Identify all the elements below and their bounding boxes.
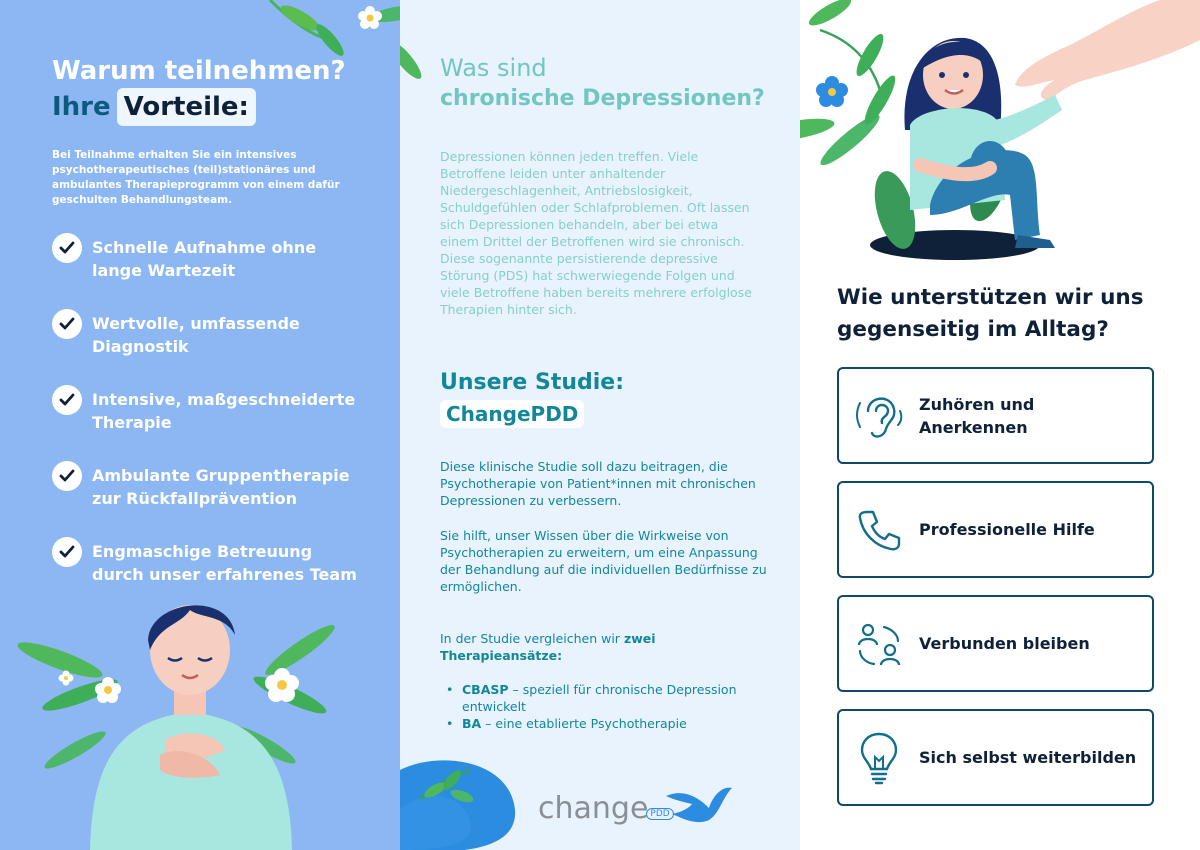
benefits-panel xyxy=(0,0,400,850)
card-line2: Anerkennen xyxy=(919,417,1028,437)
bird-icon xyxy=(664,778,734,828)
depression-description: Depressionen können jeden treffen. Viele Betroffene leiden unter anhaltender Niedergeschlagenheit, Antriebslosigkeit, Schuldgefühlen oder Schlafproblemen. Oft lassen sich Depressionen behandeln, aber bei etwa einem Drittel der Betroffenen wird sie chronisch. Diese sogenannte persistierende depressive Störung (PDS) hat schwerwiegende Folgen und viele Betroffene haben bereits mehrere erfolglose Therapien hinter sich. xyxy=(440,149,752,317)
check-icon xyxy=(52,461,82,491)
support-panel xyxy=(800,0,1200,850)
card-line1: Sich selbst weiterbilden xyxy=(919,748,1137,767)
advantage-item xyxy=(52,312,372,358)
check-icon xyxy=(52,233,82,263)
ear-icon xyxy=(839,389,919,443)
approach-item xyxy=(446,715,766,732)
girl-reaching-hand-illustration xyxy=(800,0,1200,270)
study-goal-text: Diese klinische Studie soll dazu beitragen, die Psychotherapie von Patient*innen mit chronischen Depressionen zu verbessern. xyxy=(440,459,756,508)
approach-name: CBASP xyxy=(462,682,509,697)
advantage-line1: Intensive, maßgeschneiderte xyxy=(92,390,356,409)
title-why: Warum teilnehmen? xyxy=(52,56,346,86)
advantage-item xyxy=(52,388,372,434)
support-card-help xyxy=(837,481,1154,578)
check-icon xyxy=(52,537,82,567)
advantage-item xyxy=(52,464,372,510)
advantage-line1: Ambulante Gruppentherapie xyxy=(92,466,350,485)
approach-item xyxy=(446,681,766,715)
card-line1: Zuhören und xyxy=(919,394,1035,414)
advantage-line1: Schnelle Aufnahme ohne xyxy=(92,238,317,257)
study-name: ChangePDD xyxy=(440,400,584,428)
intro-text: Bei Teilnahme erhalten Sie ein intensives psychotherapeutisches (teil)stationäres und ambulantes Therapieprogramm von einem dafür geschulten Behandlungsteam. xyxy=(52,149,340,206)
support-card-learn xyxy=(837,709,1154,806)
compare-prefix: In der Studie vergleichen wir xyxy=(440,631,620,646)
blob-decoration xyxy=(400,750,530,850)
support-card-listen xyxy=(837,367,1154,464)
study-compare-text xyxy=(440,630,700,664)
advantage-line2: Diagnostik xyxy=(92,337,189,356)
advantage-line2: Therapie xyxy=(92,413,172,432)
card-line1: Professionelle Hilfe xyxy=(919,520,1095,539)
advantage-line2: durch unser erfahrenes Team xyxy=(92,565,357,584)
info-panel xyxy=(400,0,800,850)
lightbulb-icon xyxy=(839,731,919,785)
changepdd-logo xyxy=(538,778,734,826)
question-chronic-depression: chronische Depressionen? xyxy=(440,86,765,111)
support-question: Wie unterstützen wir uns gegenseitig im Alltag? xyxy=(837,285,1144,342)
question-what-are: Was sind xyxy=(440,54,547,82)
title-benefits-highlight: Vorteile: xyxy=(117,88,256,126)
advantage-item xyxy=(52,236,372,282)
check-icon xyxy=(52,385,82,415)
compare-bold: zwei Therapieansätze: xyxy=(440,631,656,663)
title-benefits xyxy=(52,88,256,126)
approach-desc: – eine etablierte Psychotherapie xyxy=(481,716,687,731)
card-line1: Verbunden bleiben xyxy=(919,634,1090,653)
advantage-line1: Engmaschige Betreuung xyxy=(92,542,313,561)
logo-text: change xyxy=(538,791,649,826)
approach-desc: – speziell für chronische Depression entwickelt xyxy=(462,682,737,714)
logo-sub: PDD xyxy=(646,808,673,820)
study-purpose-text: Sie hilft, unser Wissen über die Wirkweise von Psychotherapien zu erweitern, um eine Anpassung der Behandlung auf die individuellen Bedürfnisse zu ermöglichen. xyxy=(440,528,767,594)
study-heading: Unsere Studie: xyxy=(440,370,625,395)
approach-name: BA xyxy=(462,716,482,731)
phone-icon xyxy=(839,508,919,552)
advantage-line1: Wertvolle, umfassende xyxy=(92,314,300,333)
advantage-line2: lange Wartezeit xyxy=(92,261,236,280)
advantage-line2: zur Rückfallprävention xyxy=(92,489,298,508)
calm-man-illustration xyxy=(0,580,400,850)
support-card-connected xyxy=(837,595,1154,692)
people-connect-icon xyxy=(839,621,919,667)
title-benefits-word1: Ihre xyxy=(52,92,111,122)
check-icon xyxy=(52,309,82,339)
